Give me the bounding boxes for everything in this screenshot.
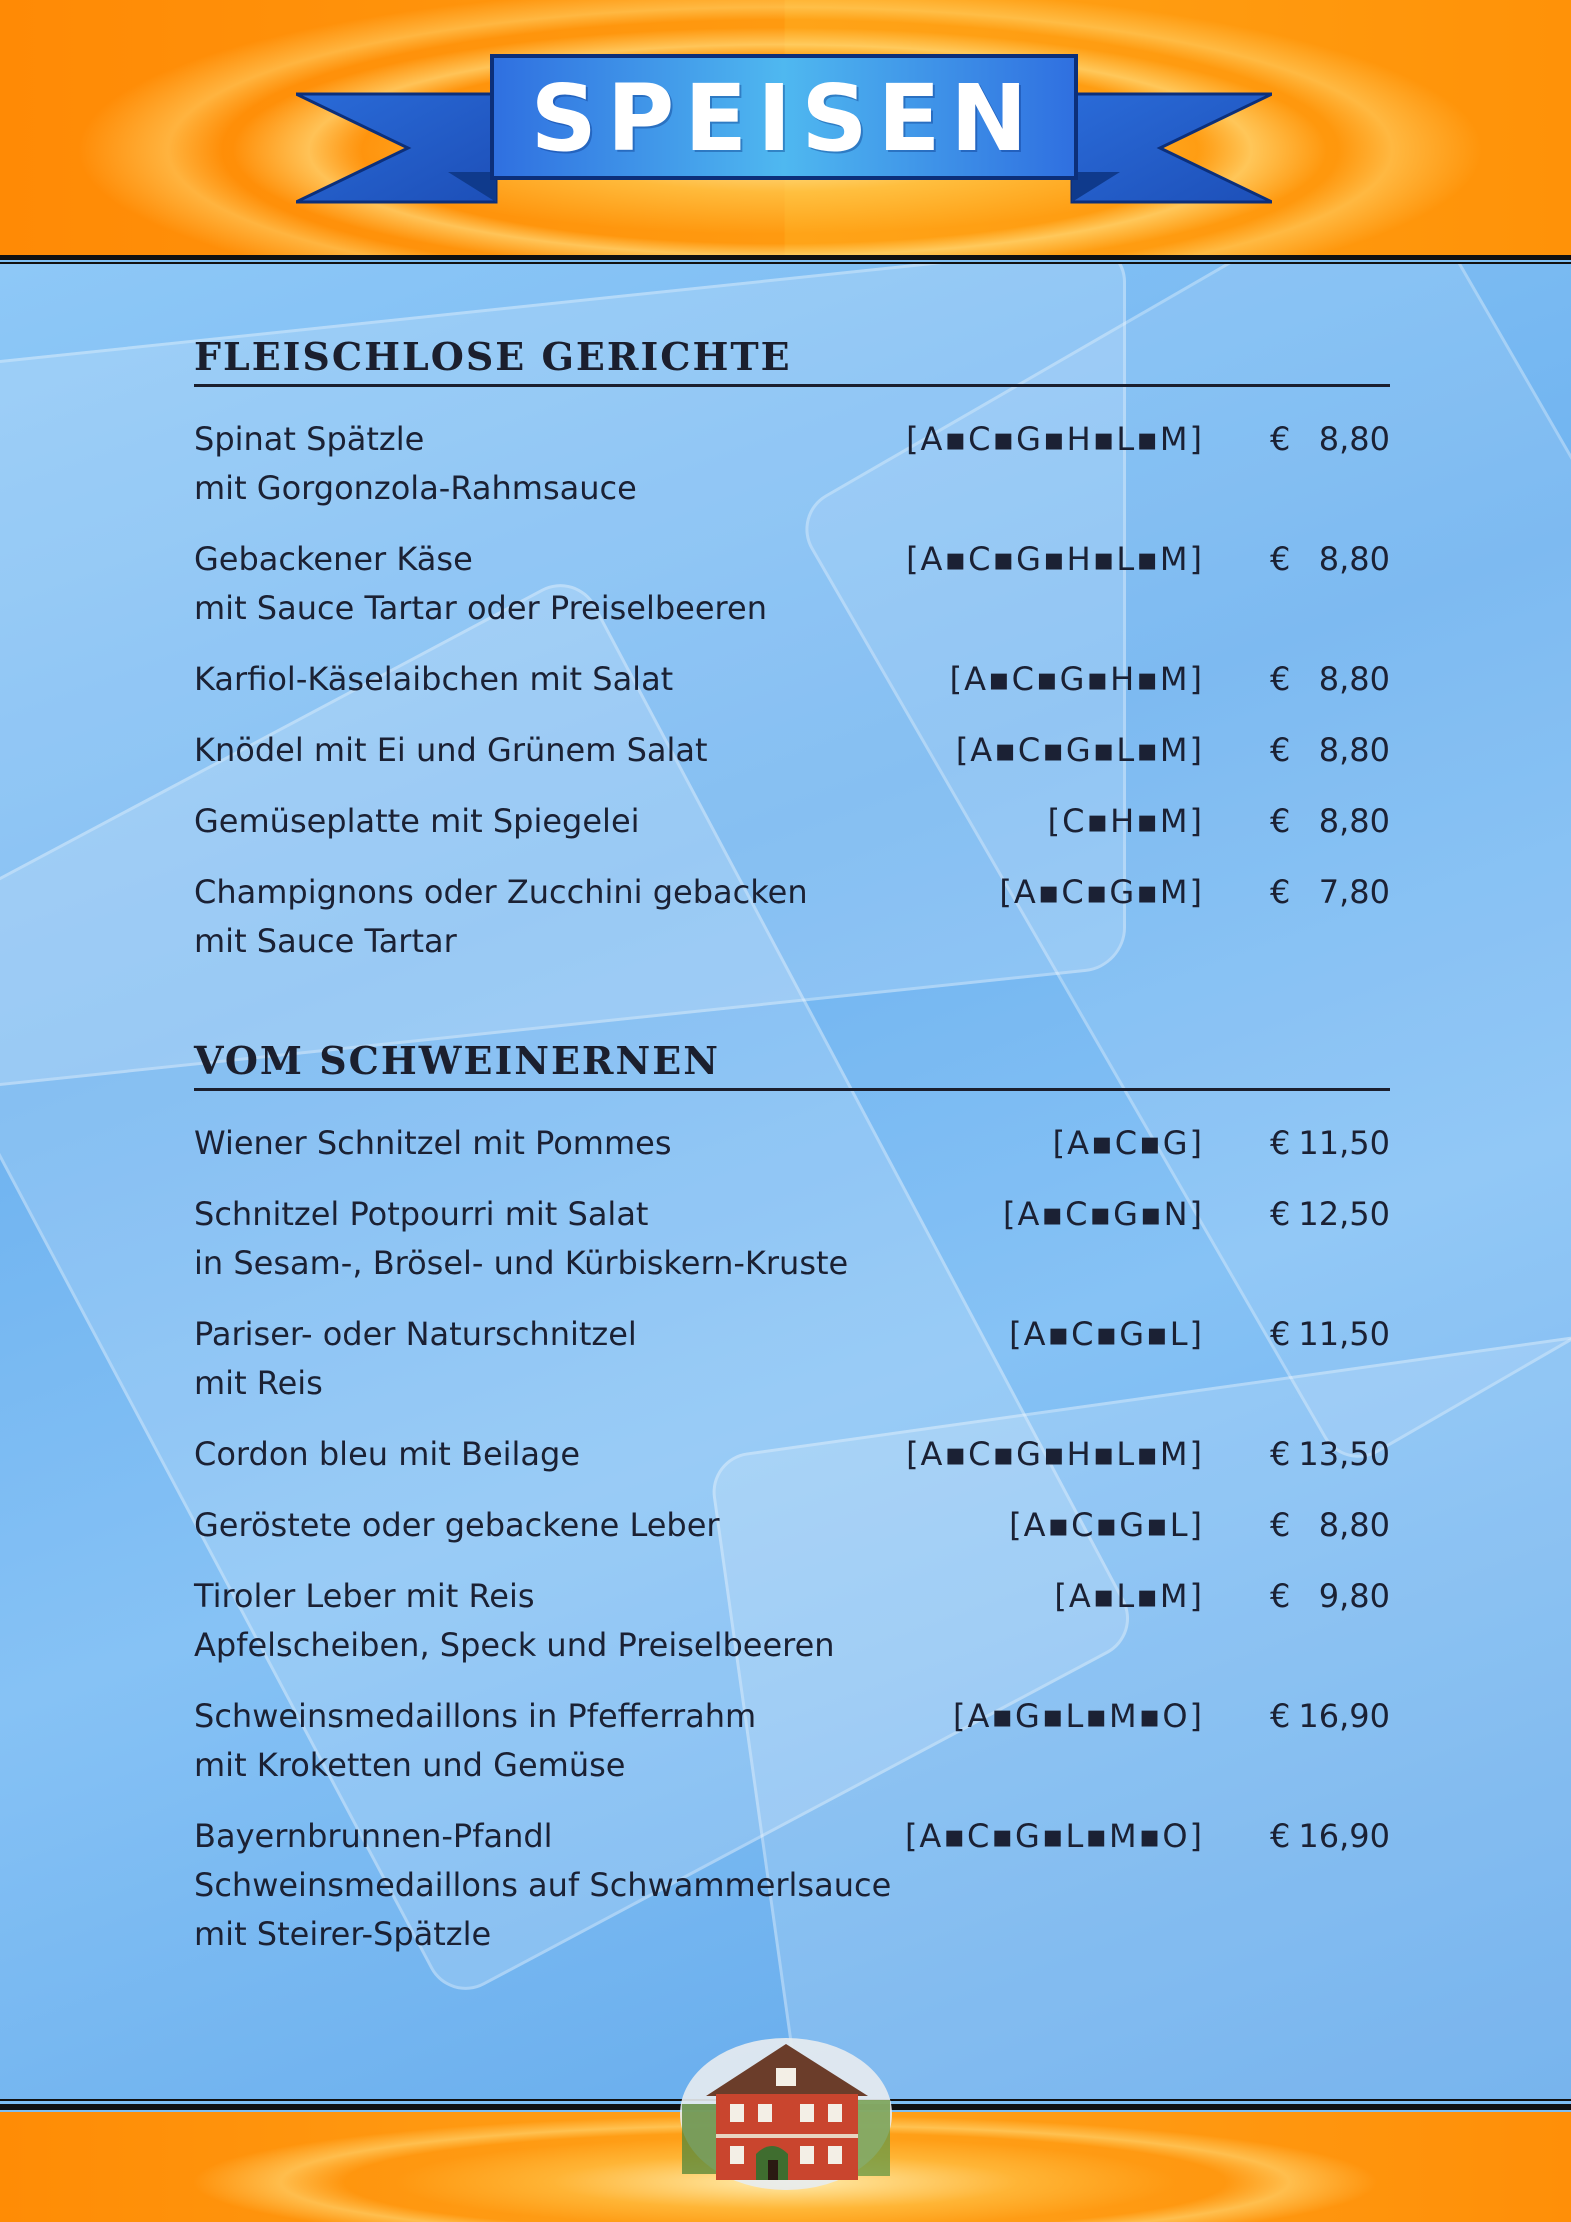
item-description: mit Reis (194, 1364, 323, 1402)
item-allergens: [C▪H▪M] (1047, 802, 1204, 840)
item-allergens: [A▪C▪G▪L] (1009, 1315, 1204, 1353)
item-name: Geröstete oder gebackene Leber (194, 1506, 720, 1544)
item-name: Karfiol-Käselaibchen mit Salat (194, 660, 674, 698)
currency: € (1270, 1577, 1291, 1615)
item-description: in Sesam-, Brösel- und Kürbiskern-Kruste (194, 1244, 849, 1282)
currency: € (1270, 1506, 1291, 1544)
item-price (1270, 1501, 1390, 1550)
item-allergens: [A▪C▪G▪L▪M] (955, 731, 1204, 769)
price-value: 8,80 (1318, 420, 1390, 458)
item-allergens: [A▪C▪G▪M] (999, 873, 1204, 911)
section-spacer (194, 988, 1390, 1034)
currency: € (1270, 1195, 1291, 1233)
item-price (1270, 1572, 1390, 1621)
item-description: mit Gorgonzola-Rahmsauce (194, 469, 637, 507)
item-name: Tiroler Leber mit Reis (194, 1577, 535, 1615)
item-name: Schweinsmedaillons in Pfefferrahm (194, 1697, 757, 1735)
item-name: Cordon bleu mit Beilage (194, 1435, 581, 1473)
item-price (1270, 868, 1390, 917)
menu-item (194, 726, 1390, 775)
price-value: 8,80 (1318, 660, 1390, 698)
item-price (1270, 1692, 1390, 1741)
menu-item (194, 797, 1390, 846)
item-allergens: [A▪C▪G▪L] (1009, 1506, 1204, 1544)
currency: € (1270, 731, 1291, 769)
price-value: 8,80 (1318, 1506, 1390, 1544)
item-price (1270, 535, 1390, 584)
menu-item (194, 1119, 1390, 1168)
price-value: 16,90 (1298, 1697, 1390, 1735)
item-description: Apfelscheiben, Speck und Preiselbeeren (194, 1626, 835, 1664)
price-value: 13,50 (1298, 1435, 1390, 1473)
menu-item (194, 655, 1390, 704)
price-value: 11,50 (1298, 1124, 1390, 1162)
item-allergens: [A▪C▪G▪H▪M] (949, 660, 1204, 698)
menu-item (194, 1310, 1390, 1408)
header-band (0, 0, 1571, 256)
menu-item (194, 415, 1390, 513)
item-description: Schweinsmedaillons auf Schwammerlsauce (194, 1866, 892, 1904)
currency: € (1270, 873, 1291, 911)
item-description: mit Sauce Tartar (194, 922, 457, 960)
currency: € (1270, 1697, 1291, 1735)
menu-item (194, 1572, 1390, 1670)
item-name: Bayernbrunnen-Pfandl (194, 1817, 553, 1855)
item-allergens: [A▪C▪G] (1052, 1124, 1204, 1162)
item-description: mit Kroketten und Gemüse (194, 1746, 626, 1784)
section-title: VOM SCHWEINERNEN (194, 1034, 1390, 1091)
item-allergens: [A▪C▪G▪N] (1003, 1195, 1204, 1233)
price-value: 7,80 (1318, 873, 1390, 911)
menu-content (194, 330, 1390, 1981)
currency: € (1270, 420, 1291, 458)
item-price (1270, 1310, 1390, 1359)
item-name: Champignons oder Zucchini gebacken (194, 873, 808, 911)
item-name: Gebackener Käse (194, 540, 473, 578)
price-value: 8,80 (1318, 802, 1390, 840)
item-name: Pariser- oder Naturschnitzel (194, 1315, 637, 1353)
menu-item (194, 1812, 1390, 1959)
item-allergens: [A▪C▪G▪H▪L▪M] (906, 540, 1204, 578)
item-name: Schnitzel Potpourri mit Salat (194, 1195, 649, 1233)
price-value: 8,80 (1318, 731, 1390, 769)
price-value: 9,80 (1318, 1577, 1390, 1615)
currency: € (1270, 1435, 1291, 1473)
price-value: 16,90 (1298, 1817, 1390, 1855)
currency: € (1270, 802, 1291, 840)
item-description: mit Sauce Tartar oder Preiselbeeren (194, 589, 767, 627)
item-name: Knödel mit Ei und Grünem Salat (194, 731, 708, 769)
item-price (1270, 1430, 1390, 1479)
item-price (1270, 726, 1390, 775)
item-allergens: [A▪G▪L▪M▪O] (952, 1697, 1204, 1735)
item-name: Gemüseplatte mit Spiegelei (194, 802, 640, 840)
menu-item (194, 535, 1390, 633)
menu-item (194, 868, 1390, 966)
item-price (1270, 797, 1390, 846)
top-divider (0, 255, 1571, 260)
item-description: mit Steirer-Spätzle (194, 1915, 492, 1953)
menu-item (194, 1190, 1390, 1288)
price-value: 11,50 (1298, 1315, 1390, 1353)
menu-item (194, 1692, 1390, 1790)
currency: € (1270, 1124, 1291, 1162)
item-price (1270, 1812, 1390, 1861)
item-allergens: [A▪C▪G▪H▪L▪M] (906, 420, 1204, 458)
item-allergens: [A▪C▪G▪H▪L▪M] (906, 1435, 1204, 1473)
item-price (1270, 415, 1390, 464)
item-price (1270, 1190, 1390, 1239)
price-value: 8,80 (1318, 540, 1390, 578)
item-price (1270, 1119, 1390, 1168)
page-title: SPEISEN (530, 64, 1038, 172)
section-title: FLEISCHLOSE GERICHTE (194, 330, 1390, 387)
price-value: 12,50 (1298, 1195, 1390, 1233)
menu-item (194, 1501, 1390, 1550)
item-name: Spinat Spätzle (194, 420, 425, 458)
currency: € (1270, 660, 1291, 698)
item-allergens: [A▪C▪G▪L▪M▪O] (904, 1817, 1204, 1855)
currency: € (1270, 1817, 1291, 1855)
currency: € (1270, 1315, 1291, 1353)
item-allergens: [A▪L▪M] (1054, 1577, 1204, 1615)
item-price (1270, 655, 1390, 704)
item-name: Wiener Schnitzel mit Pommes (194, 1124, 672, 1162)
menu-item (194, 1430, 1390, 1479)
house-logo-icon (676, 2034, 896, 2192)
currency: € (1270, 540, 1291, 578)
